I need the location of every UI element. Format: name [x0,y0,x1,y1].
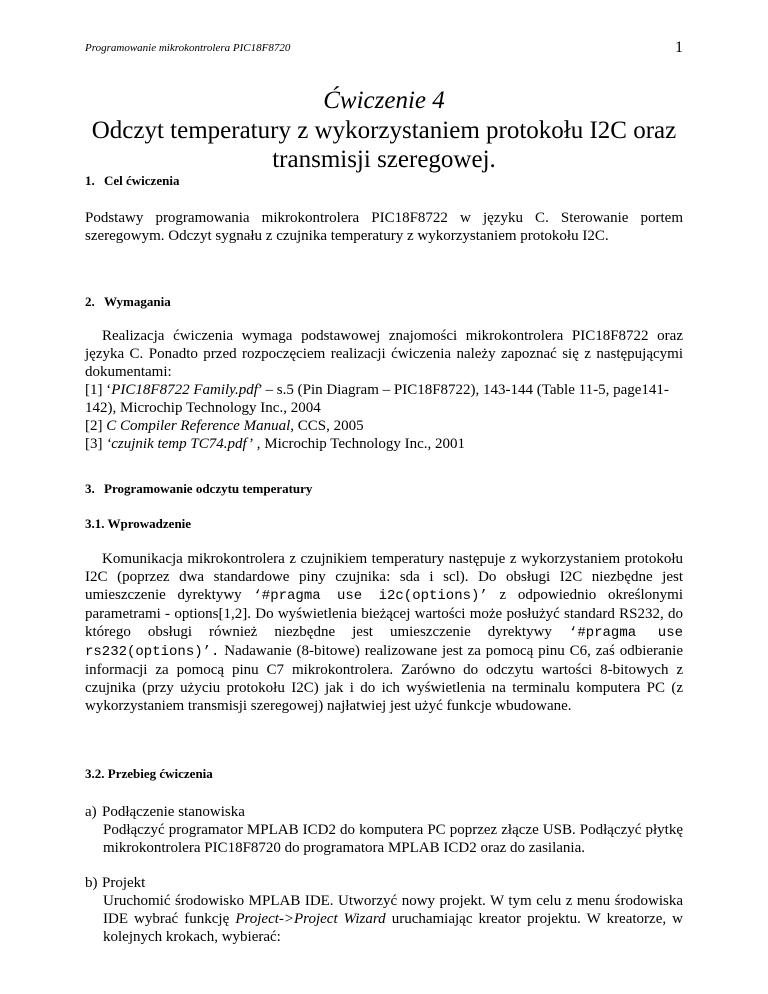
section-2-heading: 2. Wymagania [85,294,171,309]
reference-list [85,381,683,453]
page-header [85,39,683,59]
section-3 [85,480,683,498]
section-3-1 [85,515,683,715]
reference-item: [1] ‘PIC18F8722 Family.pdf’ – s.5 (Pin Diagram – PIC18F8722), 143-144 (Table 11-5, page141-142), Microchip Technology Inc., 2004 [85,382,669,416]
step-a-title: a) Podłączenie stanowiska [85,804,245,820]
exercise-title: Odczyt temperatury z wykorzystaniem protokołu I2C oraz transmisji szeregowej. [91,117,677,173]
step-a [85,803,683,857]
section-3-2-heading: 3.2. Przebieg ćwiczenia [85,766,213,781]
section-2-body: Realizacja ćwiczenia wymaga podstawowej znajomości mikrokontrolera PIC18F8722 oraz języka C. Ponadto przed rozpoczęciem realizacji ćwiczenia należy zapoznać się z następującymi dokumentami: [85,328,683,380]
running-header: Programowanie mikrokontrolera PIC18F8720 [85,42,291,54]
step-a-body: Podłączyć programator MPLAB ICD2 do komputera PC poprzez złącze USB. Podłączyć płytkę mikrokontrolera PIC18F8720 do programatora MPLAB ICD2 oraz do zasilania. [103,822,683,856]
section-3-2 [85,765,683,946]
section-3-1-body: Komunikacja mikrokontrolera z czujnikiem temperatury następuje z wykorzystaniem protokołu I2C (poprzez dwa standardowe piny czujnika: sda i scl). Do obsługi I2C niezbędne jest umieszczenie dyrektywy ‘#pragma use i2c(options)’ z odpowiednio określonymi parametrami - options[1,2]. Do wyświetlenia bieżącej wartości może posłużyć standard RS232, do którego obsługi również niezbędne jest umieszczenie dyrektywy ‘#pragma use rs232(options)’. Nadawanie (8-bitowe) realizowane jest za pomocą pinu C6, zaś odbieranie informacji za pomocą pinu C7 mikrokontrolera. Zarówno do odczytu wartości 8-bitowych z czujnika (przy użyciu protokołu I2C) jak i do ich wyświetlenia na terminalu komputera PC (z wykorzystaniem transmisji szeregowej) najłatwiej jest użyć funkcje wbudowane. [85,551,683,714]
section-3-heading: 3. Programowanie odczytu temperatury [85,481,313,496]
step-b-body: Uruchomić środowisko MPLAB IDE. Utworzyć nowy projekt. W tym celu z menu środowiska IDE wybrać funkcję Project->Project Wizard uruchamiając kreator projektu. W kreatorze, w kolejnych krokach, wybierać: [103,893,683,945]
section-1-heading: 1. Cel ćwiczenia [85,173,180,188]
section-1 [85,172,683,245]
step-b [85,874,683,946]
reference-item: [3] ‘czujnik temp TC74.pdf’ , Microchip Technology Inc., 2001 [85,436,465,452]
step-b-title: b) Projekt [85,875,146,891]
menu-path: Project->Project Wizard [235,911,386,927]
reference-item: [2] C Compiler Reference Manual, CCS, 2005 [85,418,364,434]
code-i2c-directive: ‘#pragma use i2c(options)’ [253,588,488,604]
section-3-1-heading: 3.1. Wprowadzenie [85,516,192,531]
code-rs232-directive: ‘#pragma use rs232(options)’. [85,625,683,660]
document-title [85,86,683,174]
exercise-number: Ćwiczenie 4 [323,87,445,114]
page-number: 1 [675,39,683,56]
section-2 [85,293,683,453]
section-1-body: Podstawy programowania mikrokontrolera PIC18F8722 w języku C. Sterowanie portem szeregowym. Odczyt sygnału z czujnika temperatury z wykorzystaniem protokołu I2C. [85,210,683,244]
